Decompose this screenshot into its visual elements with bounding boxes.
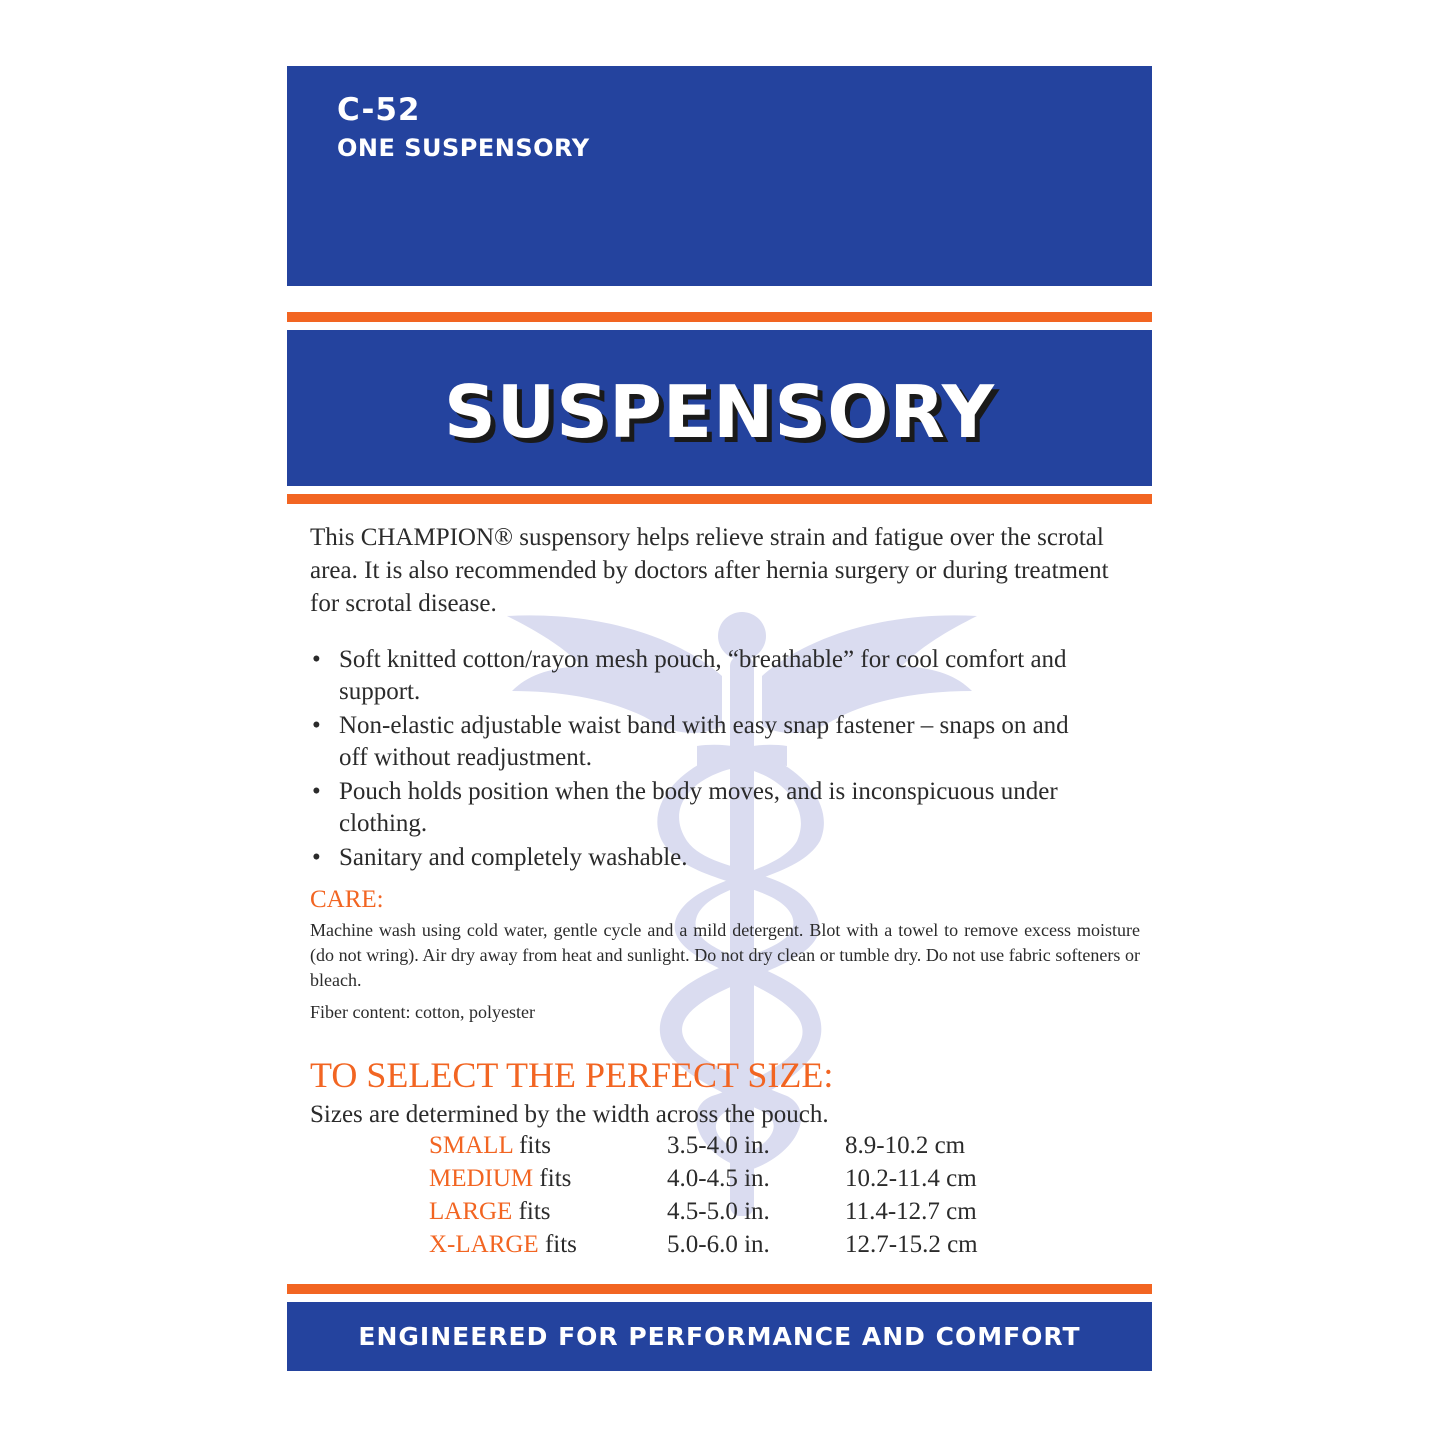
size-inches: 4.0-4.5 in. [667, 1165, 770, 1192]
size-cm: 11.4-12.7 cm [845, 1198, 977, 1225]
size-cm: 10.2-11.4 cm [845, 1165, 977, 1192]
fits-word: fits [544, 1231, 577, 1258]
size-inches: 4.5-5.0 in. [667, 1198, 770, 1225]
size-label [429, 1165, 571, 1193]
size-name: X-LARGE [429, 1231, 539, 1258]
title-band [287, 330, 1152, 486]
size-row [429, 1231, 1029, 1264]
product-title: SUSPENSORY [443, 370, 996, 454]
list-item: • Non-elastic adjustable waist band with easy snap fastener – snaps on and off without readjustment. [310, 710, 1100, 774]
fits-word: fits [518, 1198, 551, 1225]
header-band [287, 66, 1152, 286]
size-heading: TO SELECT THE PERFECT SIZE: [310, 1055, 834, 1095]
footer-band [287, 1302, 1152, 1371]
orange-stripe [287, 494, 1152, 504]
feature-list [310, 644, 1100, 876]
size-name: LARGE [429, 1198, 513, 1225]
product-card [287, 66, 1152, 1371]
size-cm: 8.9-10.2 cm [845, 1132, 966, 1159]
list-item: • Sanitary and completely washable. [310, 842, 1100, 874]
tagline: ENGINEERED FOR PERFORMANCE AND COMFORT [358, 1322, 1081, 1351]
care-heading: CARE: [310, 886, 384, 913]
size-row [429, 1198, 1029, 1231]
fits-word: fits [539, 1165, 572, 1192]
size-inches: 3.5-4.0 in. [667, 1132, 770, 1159]
intro-paragraph: This CHAMPION® suspensory helps relieve strain and fatigue over the scrotal area. It is also recommended by doctors after hernia surgery or during treatment for scrotal disease. [310, 524, 1109, 617]
list-item: • Soft knitted cotton/rayon mesh pouch, “breathable” for cool comfort and support. [310, 644, 1100, 708]
size-label [429, 1198, 551, 1226]
size-row [429, 1132, 1029, 1165]
size-name: MEDIUM [429, 1165, 534, 1192]
care-instructions: Machine wash using cold water, gentle cycle and a mild detergent. Blot with a towel to remove excess moisture (do not wring). Air dry away from heat and sunlight. Do not dry clean or tumble dry. Do not use fabric softeners or bleach. [310, 920, 1140, 990]
list-item: • Pouch holds position when the body moves, and is inconspicuous under clothing. [310, 776, 1100, 840]
fiber-content: Fiber content: cotton, polyester [310, 1002, 535, 1022]
size-row [429, 1165, 1029, 1198]
orange-stripe [287, 312, 1152, 322]
product-subtitle: ONE SUSPENSORY [337, 134, 590, 162]
orange-stripe [287, 1284, 1152, 1294]
size-label [429, 1231, 577, 1259]
size-intro: Sizes are determined by the width across the pouch. [310, 1101, 829, 1128]
fits-word: fits [519, 1132, 552, 1159]
size-label [429, 1132, 551, 1160]
size-inches: 5.0-6.0 in. [667, 1231, 770, 1258]
size-name: SMALL [429, 1132, 513, 1159]
size-cm: 12.7-15.2 cm [845, 1231, 978, 1258]
size-table [429, 1132, 1029, 1264]
product-code: C-52 [337, 92, 421, 128]
